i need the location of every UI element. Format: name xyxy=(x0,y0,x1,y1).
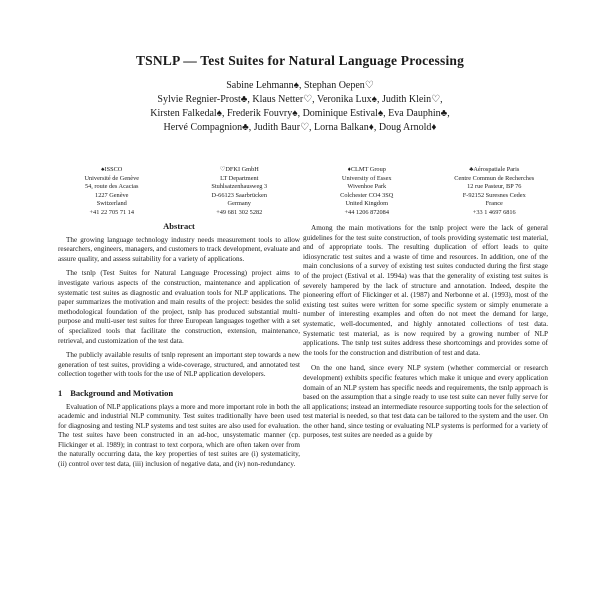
left-column xyxy=(58,222,300,475)
affiliation-line: Germany xyxy=(227,200,251,208)
paper-title: TSNLP — Test Suites for Natural Language Processing xyxy=(135,53,465,68)
section-number: 1 xyxy=(58,387,63,398)
author-line: Sylvie Regnier-Prost♣, Klaus Netter♡, Veronika Lux♠, Judith Klein♡, xyxy=(157,94,443,105)
right-column xyxy=(303,224,548,447)
affiliation-issco xyxy=(48,166,176,218)
affiliation-dfki xyxy=(176,166,304,218)
affiliation-line: ♠ISSCO xyxy=(101,166,123,173)
affiliation-line: ♡DFKI GmbH xyxy=(219,166,259,173)
affiliation-line: ♦CLMT Group xyxy=(347,166,386,173)
abstract-paragraph: The growing language technology industry needs measurement tools to allow researchers, engineers, managers, and customers to track development, evaluate and assure quality, and assess suitability for a variety of applications. xyxy=(58,235,300,263)
affiliation-line: +44 1206 872084 xyxy=(344,208,389,216)
affiliation-line: +41 22 705 71 14 xyxy=(89,208,134,216)
abstract-paragraph: The tsnlp (Test Suites for Natural Language Processing) project aims to investigate various aspects of the construction, maintenance and application of systematic test suites as diagnostic and evaluation tools for NLP applications. The paper summarizes the motivation and main results of the project: besides the solid methodological foundation of the project, tsnlp has produced substantial multi-purpose and multi-user test suites for three European languages together with a set of specialized tools that facilitate the construction, extension, maintenance, retrieval, and customization of the test data. xyxy=(58,269,300,345)
section-heading xyxy=(58,389,300,399)
affiliation-line: Colchester CO4 3SQ xyxy=(340,191,394,199)
affiliation-line: F-92152 Suresnes Cedex xyxy=(462,191,526,199)
affiliation-line: University of Essex xyxy=(341,174,392,182)
author-list xyxy=(70,79,530,135)
affiliation-line: Université de Genève xyxy=(84,174,140,182)
affiliation-line: +49 681 302 5282 xyxy=(216,208,263,216)
affiliation-line: 54, route des Acacias xyxy=(84,183,139,191)
affiliation-line: 1227 Genève xyxy=(95,191,129,199)
author-line: Kirsten Falkedal♠, Frederik Fouvry♠, Dominique Estival♠, Eva Dauphin♣, xyxy=(150,108,450,119)
affiliation-line: 12 rue Pasteur, BP 76 xyxy=(467,183,522,191)
author-line: Hervé Compagnion♣, Judith Baur♡, Lorna Balkan♦, Doug Arnold♦ xyxy=(163,122,437,133)
abstract-heading: Abstract xyxy=(163,221,195,231)
body-paragraph: Among the main motivations for the tsnlp project were the lack of general guidelines for the test suite construction, of tools providing systematic test material, and of appropriate tools. The resulting duplication of effort leads to quite idiosyncratic test suites and a waste of time and resources. In addition, one of the main conclusions of a survey of existing test suites conducted during the first stage of the project (Estival et al. 1994a) was that the generality of existing test suites is severely hampered by the lack of structure and annotation. Indeed, despite the pioneering effort of Flickinger et al. (1987) and Nerbonne et al. (1993), most of the existing test suites were written for some specific system or simply enumerate a number of interesting examples and often do not meet the demand for large, systematic, well-documented, and highly annotated collections of test data. Systematic test material, as is now required by a growing number of NLP applications. The tsnlp test suites address these shortcomings and provides some of the tools for the construction and distribution of test and data. xyxy=(303,224,548,357)
affiliation-line: United Kingdom xyxy=(345,200,388,208)
abstract-paragraph: The publicly available results of tsnlp represent an important step towards a new generation of test suites, providing a wide-coverage, structured, and annotated test collection together with tools for the use of NLP application developers. xyxy=(58,351,300,379)
section-title: Background and Motivation xyxy=(70,387,174,398)
affiliation-line: Centre Commun de Recherches xyxy=(454,174,535,182)
body-paragraph: On the one hand, since every NLP system (whether commercial or research development) exhibits specific features which make it unique and every application domain of an NLP system has specific needs and requirements, the tsnlp approach is based on the assumption that a single ready to use test suite can never fully serve for all applications; instead an intermediate resource supporting tools for the selection of test material is needed, so that test data can be tailored to the system and the user. On the other hand, since testing or evaluating NLP systems is performed for a variety of purposes, test suites are needed as a guide by xyxy=(303,364,548,440)
affiliation-line: Wivenhoe Park xyxy=(347,183,387,191)
affiliation-line: +33 1 4697 6816 xyxy=(472,208,516,216)
author-line: Sabine Lehmann♠, Stephan Oepen♡ xyxy=(226,80,374,91)
affiliation-line: Stuhlsatzenhausweg 3 xyxy=(211,183,268,191)
affiliation-line: France xyxy=(485,200,503,208)
affiliation-line: LT Department xyxy=(220,174,259,182)
affiliation-line: Switzerland xyxy=(96,200,127,208)
body-paragraph: Evaluation of NLP applications plays a more and more important role in both the academic and industrial NLP community. Test suites traditionally have been used for diagnosing and testing NLP systems and test suites are also used for evaluation. The test suites have been constructed in an ad-hoc, unsystematic manner (cp. Flickinger et al. 1989); in contrast to text corpora, which are often taken over from the naturally occurring data, the key properties of test suites are (i) systematicity, (ii) control over test data, (iii) inclusion of negative data, and (iv) non-redundancy. xyxy=(58,402,300,469)
affiliation-line: D-66123 Saarbrücken xyxy=(211,191,267,199)
affiliation-line: ♣Aérospatiale Paris xyxy=(469,166,520,173)
affiliation-clmt xyxy=(303,166,431,218)
affiliations xyxy=(48,166,558,218)
affiliation-aerospatiale xyxy=(431,166,559,218)
